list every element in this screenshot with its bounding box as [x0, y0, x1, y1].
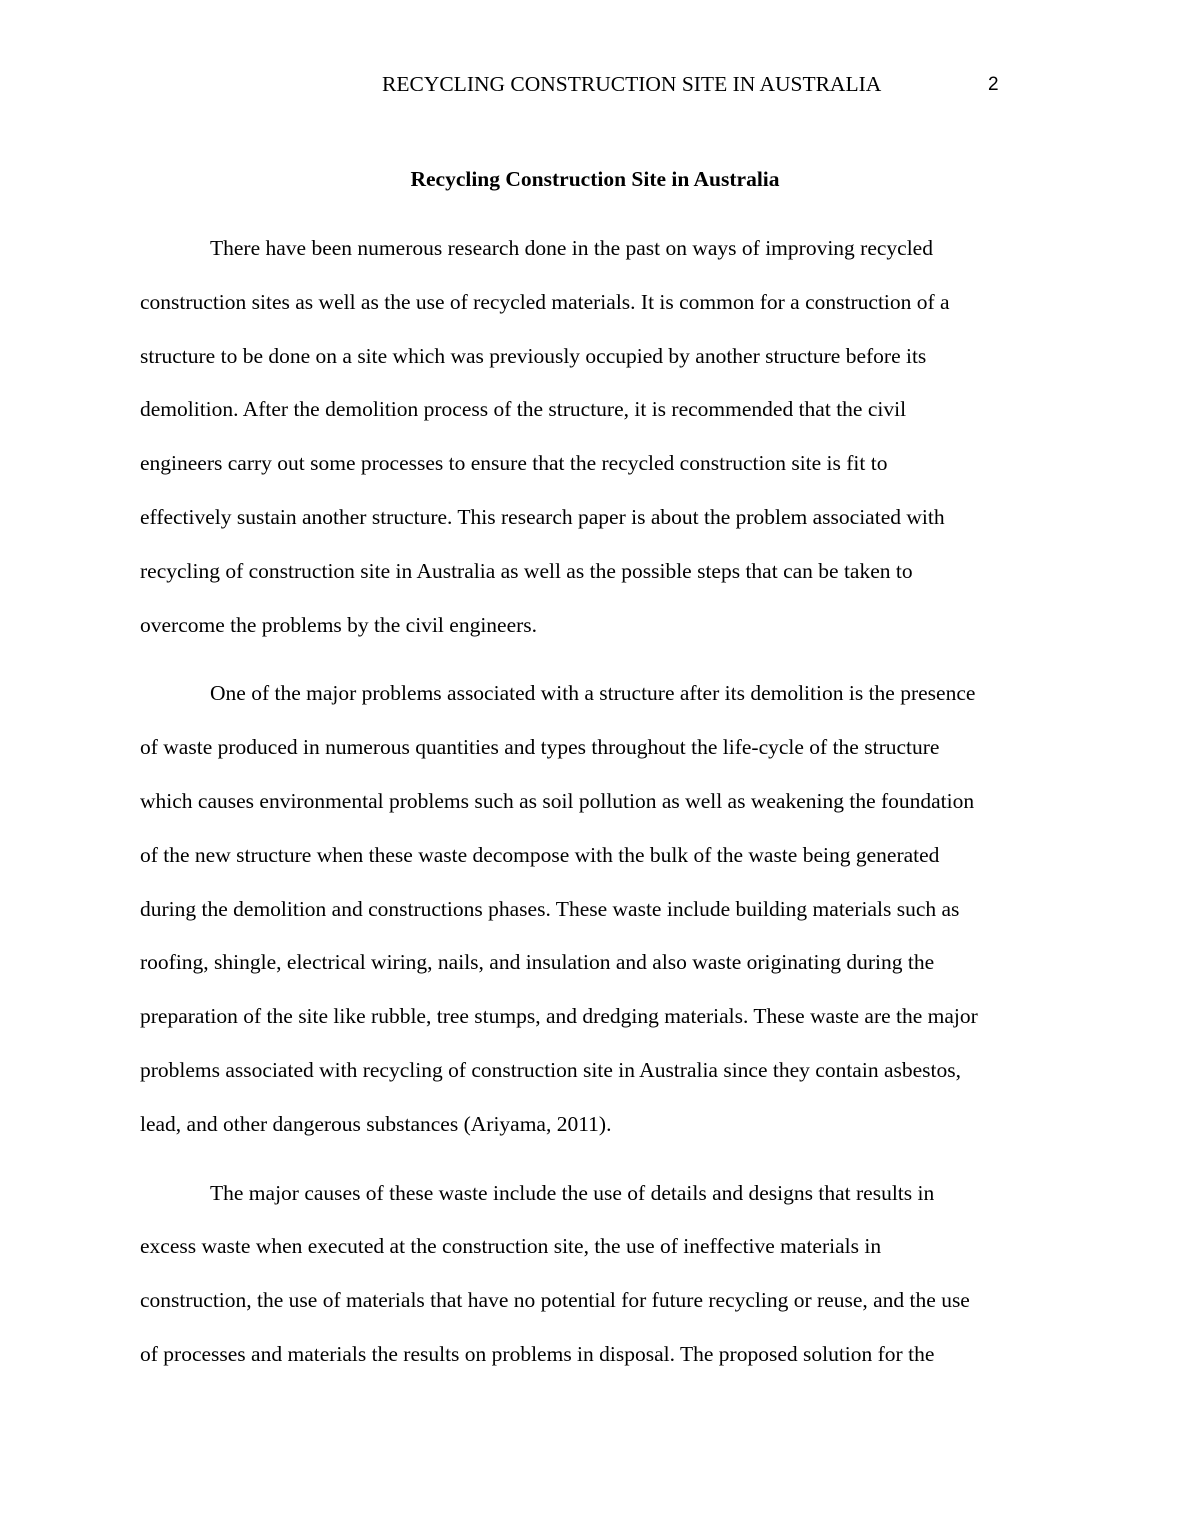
paragraph-line: structure to be done on a site which was previously occupied by another structure before its	[140, 343, 927, 368]
paragraph-line: overcome the problems by the civil engineers.	[140, 612, 538, 637]
paragraph-line: preparation of the site like rubble, tree stumps, and dredging materials. These waste are the major	[140, 1004, 978, 1029]
running-head: RECYCLING CONSTRUCTION SITE IN AUSTRALIA	[382, 72, 882, 96]
paragraph-line: construction sites as well as the use of recycled materials. It is common for a construction of a	[140, 289, 950, 314]
paragraph-line: recycling of construction site in Australia as well as the possible steps that can be taken to	[140, 558, 913, 583]
paragraph-line: lead, and other dangerous substances (Ariyama, 2011).	[140, 1111, 612, 1136]
paragraph-1	[140, 222, 1055, 652]
paragraph-line: of waste produced in numerous quantities and types throughout the life-cycle of the structure	[140, 735, 940, 760]
body-text	[140, 222, 1055, 1397]
paragraph-2	[140, 667, 1055, 1151]
paragraph-line: demolition. After the demolition process of the structure, it is recommended that the civil	[140, 397, 907, 422]
paragraph-line: One of the major problems associated with a structure after its demolition is the presence	[210, 681, 976, 706]
paragraph-line: There have been numerous research done in the past on ways of improving recycled	[210, 236, 933, 260]
paragraph-line: of processes and materials the results on problems in disposal. The proposed solution for the	[140, 1341, 935, 1366]
paragraph-line: effectively sustain another structure. This research paper is about the problem associated with	[140, 504, 945, 529]
page-number: 2	[988, 74, 999, 95]
paragraph-line: The major causes of these waste include the use of details and designs that results in	[210, 1180, 935, 1205]
paragraph-line: problems associated with recycling of construction site in Australia since they contain asbestos,	[140, 1057, 961, 1082]
paragraph-line: engineers carry out some processes to ensure that the recycled construction site is fit to	[140, 451, 888, 476]
paragraph-line: which causes environmental problems such as soil pollution as well as weakening the foundation	[140, 788, 975, 813]
paragraph-line: construction, the use of materials that have no potential for future recycling or reuse, and the use	[140, 1288, 970, 1313]
paragraph-line: roofing, shingle, electrical wiring, nails, and insulation and also waste originating during the	[140, 950, 935, 975]
paragraph-line: excess waste when executed at the construction site, the use of ineffective materials in	[140, 1234, 882, 1259]
paragraph-3	[140, 1167, 1055, 1382]
document-title: Recycling Construction Site in Australia	[410, 167, 780, 191]
paragraph-line: during the demolition and constructions phases. These waste include building materials such as	[140, 896, 960, 921]
paragraph-line: of the new structure when these waste decompose with the bulk of the waste being generated	[140, 842, 940, 867]
